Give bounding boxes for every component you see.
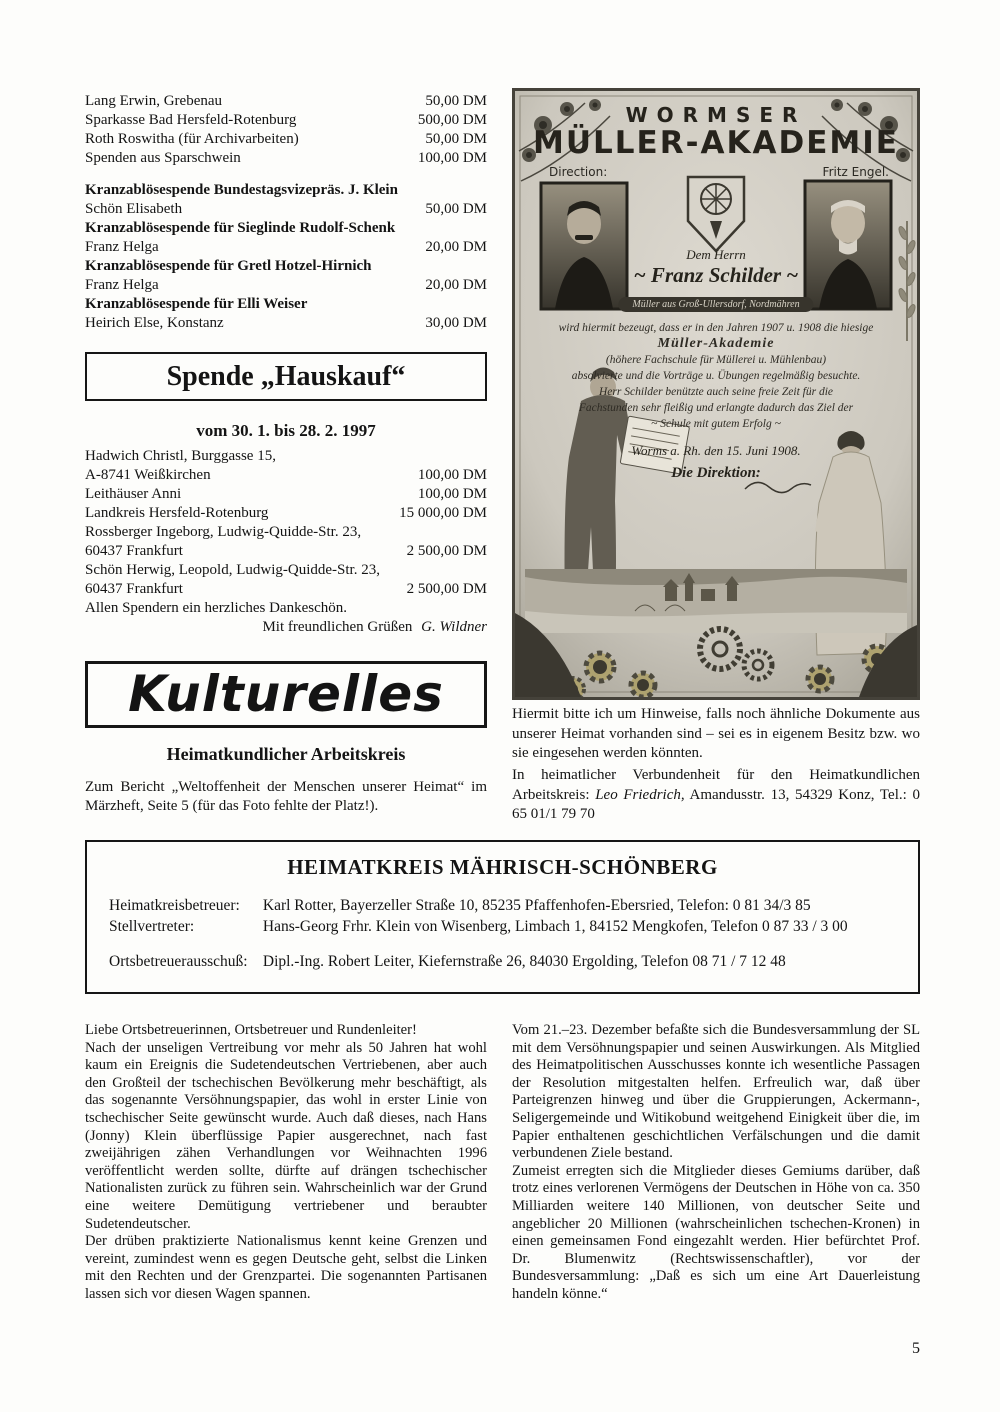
heimatkreis-title: HEIMATKREIS MÄHRISCH-SCHÖNBERG bbox=[287, 855, 718, 879]
heimatkreis-rows bbox=[109, 895, 918, 972]
donor-name: Franz Helga bbox=[85, 239, 159, 255]
heimatkreis-box bbox=[85, 840, 920, 994]
donor-name: Landkreis Hersfeld-Rotenburg bbox=[85, 505, 269, 521]
hauskauf-box bbox=[85, 352, 487, 401]
heimatkreis-label: Ortsbetreuerausschuß: bbox=[109, 953, 248, 970]
director-name: Fritz Engel. bbox=[822, 165, 889, 179]
contact-prefix: In heimatlicher Verbundenheit für den Heimatkundlichen Arbeitskreis: bbox=[512, 767, 920, 803]
signature-name: G. Wildner bbox=[421, 619, 487, 635]
kranz-header: Kranzablösespende für Sieglinde Rudolf-Schenk bbox=[85, 220, 396, 236]
donor-name: Spenden aus Sparschwein bbox=[85, 150, 241, 166]
hauskauf-period: vom 30. 1. bis 28. 2. 1997 bbox=[196, 421, 376, 440]
certificate-body-text bbox=[541, 320, 891, 432]
donation-amount: 50,00 DM bbox=[425, 93, 487, 109]
portrait-right bbox=[805, 181, 891, 309]
donor-name: Lang Erwin, Grebenau bbox=[85, 93, 223, 109]
certificate-line: Fachstunden sehr fleißig und erlangte dadurch das Ziel der bbox=[578, 402, 854, 414]
donation-row bbox=[85, 92, 487, 111]
closing-text: Mit freundlichen Grüßen bbox=[262, 619, 413, 635]
certificate-line: absolvierte und die Vorträge u. Übungen regelmäßig besuchte. bbox=[571, 370, 861, 382]
contact-paragraph bbox=[512, 766, 920, 825]
donation-amount: 50,00 DM bbox=[425, 201, 487, 217]
certificate-title-small: WORMSER bbox=[625, 103, 807, 127]
landscape bbox=[525, 569, 907, 633]
donation-row bbox=[85, 580, 487, 599]
certificate-line: wird hiermit bezeugt, dass er in den Jahren 1907 u. 1908 die hiesige bbox=[558, 322, 874, 334]
donor-name: Hadwich Christl, Burggasse 15, bbox=[85, 448, 276, 464]
kranz-header: Kranzablösespende für Elli Weiser bbox=[85, 296, 308, 312]
donation-amount: 50,00 DM bbox=[425, 131, 487, 147]
donation-amount: 20,00 DM bbox=[425, 239, 487, 255]
dedication-origin-banner: Müller aus Groß-Ullersdorf, Nordmähren bbox=[618, 297, 813, 312]
donation-row bbox=[85, 130, 487, 149]
donation-amount: 100,00 DM bbox=[417, 150, 487, 166]
certificate-image bbox=[512, 88, 920, 700]
donor-name: A-8741 Weißkirchen bbox=[85, 467, 211, 483]
letter-left-column bbox=[85, 1022, 487, 1304]
certificate-direction-row bbox=[549, 165, 889, 179]
donation-amount: 20,00 DM bbox=[425, 277, 487, 293]
kranz-header: Kranzablösespende für Gretl Hotzel-Hirnich bbox=[85, 258, 372, 274]
donor-name: Sparkasse Bad Hersfeld-Rotenburg bbox=[85, 112, 297, 128]
dedication-name: ~ Franz Schilder ~ bbox=[633, 263, 799, 287]
closing-line bbox=[85, 618, 487, 637]
donation-row bbox=[85, 504, 487, 523]
letter-right-column bbox=[512, 1022, 920, 1304]
donation-row bbox=[85, 466, 487, 485]
kranz-list bbox=[85, 181, 487, 333]
certificate-title-large: MÜLLER-AKADEMIE bbox=[533, 125, 899, 161]
certificate-line: Herr Schilder benützte auch seine freie Zeit für die bbox=[599, 386, 833, 398]
kranz-header: Kranzablösespende Bundestagsvizepräs. J. Klein bbox=[85, 182, 398, 198]
donor-name: Franz Helga bbox=[85, 277, 159, 293]
donor-name: 60437 Frankfurt bbox=[85, 581, 183, 597]
certificate-line: (höhere Fachschule für Müllerei u. Mühlenbau) bbox=[605, 354, 827, 366]
kulturelles-title: Kulturelles bbox=[128, 665, 444, 723]
arbeitskreis-paragraph: Zum Bericht „Weltoffenheit der Menschen unserer Heimat“ im Märzheft, Seite 5 (für das Foto fehlte der Platz!). bbox=[85, 779, 487, 814]
donor-name: Heirich Else, Konstanz bbox=[85, 315, 224, 331]
arbeitskreis-heading: Heimatkundlicher Arbeitskreis bbox=[166, 744, 406, 764]
donation-amount: 30,00 DM bbox=[425, 315, 487, 331]
hauskauf-list bbox=[85, 447, 487, 637]
certificate-line: ~ Schule mit gutem Erfolg ~ bbox=[651, 418, 781, 430]
donation-row bbox=[85, 111, 487, 130]
heimatkreis-row bbox=[109, 916, 918, 937]
contact-suffix: Amandusstr. 13, 54329 Konz, Tel.: 0 65 01/1 79 70 bbox=[512, 786, 920, 822]
donation-row bbox=[85, 314, 487, 333]
letter-paragraph: Nach der unseligen Vertreibung vor mehr als 50 Jahren hat wohl kaum ein Ereignis die Sudetendeutschen Vertriebenen, aber auch den Großteil der tschechischen Bevölkerung mehr beschäftigt, als das sogenannte Versöhnungspapier, das wohl in erster Linie von tschechischer Seite gewünscht wurde. Auch daß dieses, nach Hans (Jonny) Klein überflüssige Papier ausgerechnet, nach fast zweijährigen zähen Verhandlungen vor Weihnachten 1996 veröffentlicht werden sollte, dürfte auf drängen tschechischer Nationalisten zurück zu führen sein. Wahrscheinlich war der Grund eine weitere Demütigung vertriebener und beraubter Sudetendeutscher. bbox=[85, 1039, 487, 1232]
heimatkreis-row bbox=[109, 895, 918, 916]
donor-name: Leithäuser Anni bbox=[85, 486, 182, 502]
donation-row bbox=[85, 200, 487, 219]
donation-row bbox=[85, 149, 487, 168]
kulturelles-box bbox=[85, 661, 487, 728]
direction-label: Direction: bbox=[549, 165, 608, 179]
letter-paragraph: Zumeist erregten sich die Mitglieder dieses Gemiums darüber, daß trotz eines verlorenen Vermögens der Deutschen in Höhe von ca. 350 Milliarden weitere 140 Millionen, von deutscher Seite und angeblicher 20 Millionen (wahrscheinlichen tschechen-Kronen) in einen gemeinsamen Fond eingezahlt werden. Hier befürchtet Prof. Dr. Blumenwitz (Rechtswissenschaftler), vor der Bundesversammlung: „Daß es sich um eine Art Dauerleistung handeln könne.“ bbox=[512, 1162, 920, 1302]
heimatkreis-row bbox=[109, 951, 918, 972]
heimatkreis-value: Hans-Georg Frhr. Klein von Wisenberg, Limbach 1, 84152 Mengkofen, Telefon 0 87 33 / 3 00 bbox=[262, 918, 848, 935]
hinweis-paragraph: Hiermit bitte ich um Hinweise, falls noch ähnliche Dokumente aus unserer Heimat vorhanden sind – sei es in eigenem Besitz bzw. wo sie eingesehen werden könnten. bbox=[512, 706, 920, 761]
heimatkreis-label: Heimatkreisbetreuer: bbox=[109, 897, 240, 914]
donation-row bbox=[85, 238, 487, 257]
donor-name: Roth Roswitha (für Archivarbeiten) bbox=[85, 131, 299, 147]
letter-paragraph: Der drüben praktizierte Nationalismus kennt keine Grenzen und vereint, zumindest wenn es gegen Deutsche geht, selbst die Linken mit den Rechten und der Grenzpartei. Die sogenannten Partisanen lassen sich vor diesen Wagen spannen. bbox=[85, 1233, 487, 1302]
donation-amount: 100,00 DM bbox=[417, 467, 487, 483]
donation-row bbox=[85, 542, 487, 561]
direktion-label: Die Direktion: bbox=[671, 465, 761, 481]
donation-row bbox=[85, 276, 487, 295]
heimatkreis-value: Karl Rotter, Bayerzeller Straße 10, 85235 Pfaffenhofen-Ebersried, Telefon: 0 81 34/3 85 bbox=[262, 897, 811, 914]
donation-row bbox=[85, 523, 487, 542]
heimatkreis-value: Dipl.-Ing. Robert Leiter, Kiefernstraße 26, 84030 Ergolding, Telefon 08 71 / 7 12 48 bbox=[262, 953, 786, 970]
donor-name: Schön Herwig, Leopold, Ludwig-Quidde-Str. 23, bbox=[85, 562, 380, 578]
letter-paragraph: Vom 21.–23. Dezember befaßte sich die Bundesversammlung der SL mit dem Versöhnungspapier und seinen Auswirkungen. Als Mitglied des Heimatpolitischen Ausschusses konnte ich wesentliche Passagen der Resolution mitgestalten helfen. Erfreulich war, daß über Parteigrenzen hinweg und über die Gruppierungen, Ackermann-, Seligergemeinde und Witikobund weitgehend Einigkeit über die, im Papier enthaltenen geschichtlichen Verfälschungen und die damit verbundenen Ziele bestand. bbox=[512, 1022, 920, 1162]
academy-line: Müller-Akademie bbox=[657, 336, 775, 351]
donation-amount: 2 500,00 DM bbox=[406, 581, 487, 597]
donation-row bbox=[85, 447, 487, 466]
donation-amount: 100,00 DM bbox=[417, 486, 487, 502]
donor-name: Schön Elisabeth bbox=[85, 201, 183, 217]
donation-row bbox=[85, 485, 487, 504]
letter-salutation: Liebe Ortsbetreuerinnen, Ortsbetreuer und Rundenleiter! bbox=[85, 1022, 417, 1038]
dedication-intro: Dem Herrn bbox=[686, 247, 746, 262]
donation-amount: 500,00 DM bbox=[417, 112, 487, 128]
certificate-date: Worms a. Rh. den 15. Juni 1908. bbox=[631, 443, 801, 458]
donation-list-top bbox=[85, 92, 487, 168]
heimatkreis-label: Stellvertreter: bbox=[109, 918, 195, 935]
contact-name: Leo Friedrich, bbox=[595, 786, 685, 803]
donation-amount: 2 500,00 DM bbox=[406, 543, 487, 559]
donation-amount: 15 000,00 DM bbox=[399, 505, 487, 521]
thanks-line: Allen Spendern ein herzliches Dankeschön. bbox=[85, 600, 347, 616]
portrait-left bbox=[541, 183, 627, 309]
donation-row bbox=[85, 561, 487, 580]
hauskauf-title: Spende „Hauskauf“ bbox=[166, 361, 406, 392]
page-number: 5 bbox=[912, 1340, 920, 1357]
donor-name: 60437 Frankfurt bbox=[85, 543, 183, 559]
donor-name: Rossberger Ingeborg, Ludwig-Quidde-Str. 23, bbox=[85, 524, 362, 540]
